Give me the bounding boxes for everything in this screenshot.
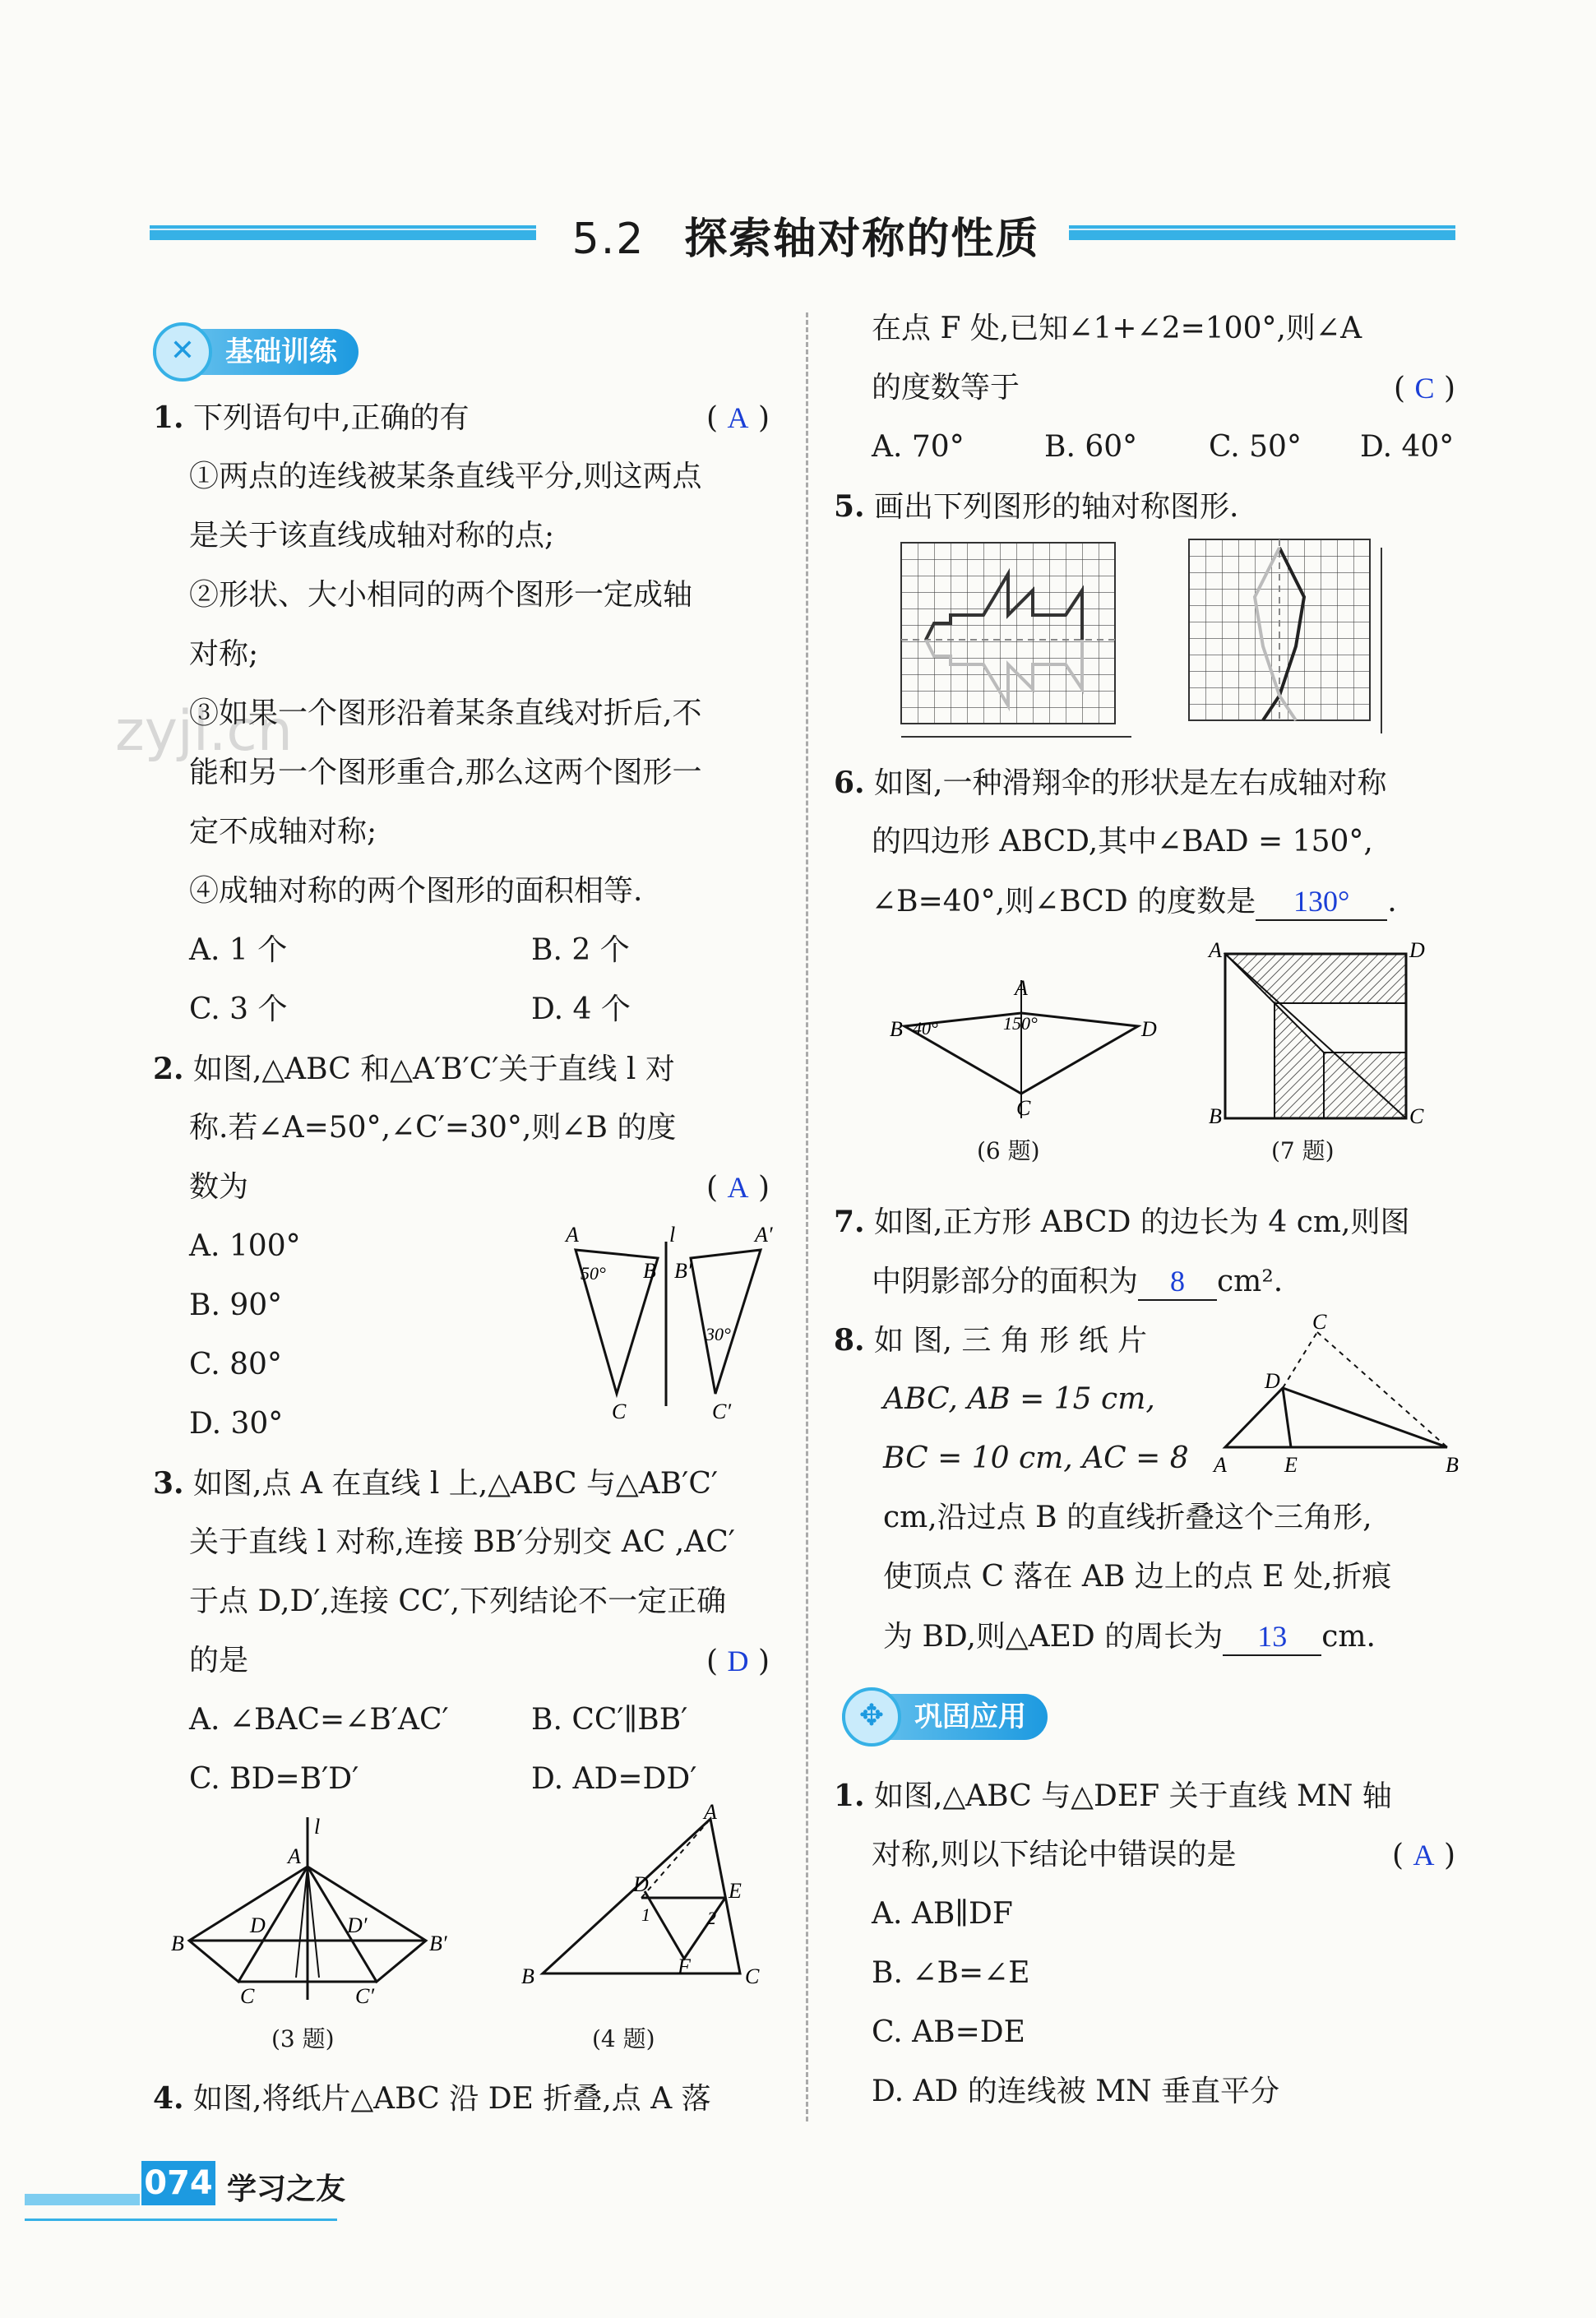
svg-text:C′: C′ <box>712 1400 732 1423</box>
column-divider <box>806 312 808 2121</box>
q3-option-c: C. BD=B′D′ <box>189 1762 359 1796</box>
svg-text:A′: A′ <box>755 1223 773 1247</box>
svg-text:A: A <box>1214 1453 1227 1477</box>
q8-answer: 13 <box>1223 1618 1321 1656</box>
q3-stem: 的是 ( D ) <box>189 1644 770 1678</box>
q8-figure <box>1209 1310 1472 1480</box>
q2-stem: 数为 ( A ) <box>189 1170 770 1205</box>
q8-stem: 8. 如 图, 三 角 形 纸 片 <box>834 1323 1148 1358</box>
q2-option-a: A. 100° <box>189 1229 301 1263</box>
svg-text:A: A <box>704 1800 717 1824</box>
page-number: 074 <box>141 2161 215 2205</box>
svg-text:D: D <box>250 1913 266 1937</box>
svg-text:D: D <box>1265 1369 1280 1393</box>
q7-figure <box>1209 937 1423 1135</box>
svg-text:B: B <box>643 1259 656 1283</box>
svg-text:A: A <box>1015 976 1028 1000</box>
svg-text:C: C <box>240 1984 255 2008</box>
svg-text:A: A <box>566 1223 579 1247</box>
q7-answer: 8 <box>1138 1263 1217 1301</box>
svg-text:A: A <box>1209 938 1222 962</box>
q5-grid-1 <box>901 543 1136 740</box>
a1-stem: 1. 如图,△ABC 与△DEF 关于直线 MN 轴 <box>834 1779 1392 1813</box>
title-bar-left <box>150 225 536 240</box>
watermark: zyjl.cn <box>115 699 293 764</box>
svg-text:A: A <box>288 1844 301 1868</box>
svg-text:B: B <box>890 1017 903 1041</box>
svg-text:C: C <box>612 1400 627 1423</box>
q1-statement: ①两点的连线被某条直线平分,则这两点 <box>189 460 702 493</box>
caption-q3: (3 题) <box>271 2025 335 2052</box>
q7-stem: 7. 如图,正方形 ABCD 的边长为 4 cm,则图 <box>834 1205 1410 1239</box>
q1-statement: ④成轴对称的两个图形的面积相等. <box>189 874 643 908</box>
title-bar-right <box>1069 225 1455 240</box>
svg-text:B: B <box>1209 1104 1222 1128</box>
q4-option-d: D. 40° <box>1360 430 1455 464</box>
q2-stem: 2. 如图,△ABC 和△A′B′C′关于直线 l 对 <box>153 1052 675 1086</box>
q5-grid-2 <box>1189 539 1386 737</box>
svg-text:B′: B′ <box>674 1259 692 1283</box>
svg-text:C: C <box>1016 1096 1031 1120</box>
svg-text:C: C <box>1409 1104 1424 1128</box>
q3-option-a: A. ∠BAC=∠B′AC′ <box>189 1703 449 1737</box>
a1-option-c: C. AB=DE <box>872 2015 1025 2049</box>
caption-q6: (6 题) <box>977 1137 1040 1164</box>
svg-text:B′: B′ <box>429 1932 447 1955</box>
svg-text:E: E <box>1284 1453 1298 1477</box>
svg-text:l: l <box>669 1223 676 1247</box>
svg-text:C′: C′ <box>355 1984 375 2008</box>
svg-text:B: B <box>171 1932 184 1955</box>
q5-stem: 5. 画出下列图形的轴对称图形. <box>834 489 1239 524</box>
q8-stem: BC = 10 cm, AC = 8 <box>883 1441 1189 1475</box>
svg-text:C: C <box>745 1964 760 1988</box>
q8-stem: ABC, AB = 15 cm, <box>883 1382 1155 1416</box>
svg-text:150°: 150° <box>1003 1013 1038 1034</box>
q6-answer: 130° <box>1256 883 1387 921</box>
q4-option-b: B. 60° <box>1044 430 1138 464</box>
a1-stem: 对称,则以下结论中错误的是 ( A ) <box>872 1838 1455 1872</box>
q1-statement: 是关于该直线成轴对称的点; <box>189 519 555 553</box>
q4-figure <box>510 1801 773 2006</box>
svg-text:D′: D′ <box>347 1913 368 1937</box>
q2-option-b: B. 90° <box>189 1289 283 1322</box>
q2-option-d: D. 30° <box>189 1407 284 1441</box>
q2-figure <box>559 1217 781 1431</box>
q1-option-a: A. 1 个 <box>189 933 288 967</box>
svg-text:E: E <box>729 1879 742 1903</box>
q7-stem: 中阴影部分的面积为 8 cm². <box>872 1263 1283 1301</box>
q6-stem: ∠B=40°,则∠BCD 的度数是 130° . <box>872 883 1397 921</box>
q3-option-d: D. AD=DD′ <box>531 1762 697 1796</box>
q1-option-b: B. 2 个 <box>531 933 630 967</box>
q3-figure <box>164 1809 460 2006</box>
svg-text:l: l <box>314 1815 321 1839</box>
q6-figure <box>880 970 1157 1127</box>
q6-stem: 的四边形 ABCD,其中∠BAD = 150°, <box>872 825 1373 858</box>
q3-stem: 3. 如图,点 A 在直线 l 上,△ABC 与△AB′C′ <box>153 1466 719 1501</box>
q8-stem: 使顶点 C 落在 AB 边上的点 E 处,折痕 <box>883 1560 1392 1594</box>
q4-stem-cont: 在点 F 处,已知∠1+∠2=100°,则∠A <box>872 312 1362 345</box>
svg-text:2: 2 <box>707 1908 716 1928</box>
svg-text:B: B <box>521 1964 534 1988</box>
q1-statement: 对称; <box>189 637 259 671</box>
q2-option-c: C. 80° <box>189 1348 282 1381</box>
svg-text:1: 1 <box>641 1904 650 1925</box>
q4-option-c: C. 50° <box>1209 430 1302 464</box>
svg-text:D: D <box>1141 1017 1157 1041</box>
q1-statement: ②形状、大小相同的两个图形一定成轴 <box>189 578 693 612</box>
q1-option-c: C. 3 个 <box>189 992 288 1026</box>
a1-option-b: B. ∠B=∠E <box>872 1956 1030 1990</box>
q8-stem: 为 BD,则△AED 的周长为 13 cm. <box>883 1618 1376 1656</box>
q1-stem: 1. 下列语句中,正确的有 ( A ) <box>153 400 770 435</box>
badge-basic-training: ✕ 基础训练 <box>153 329 359 375</box>
caption-q7: (7 题) <box>1271 1137 1335 1164</box>
q1-statement: ③如果一个图形沿着某条直线对折后,不 <box>189 696 702 730</box>
q2-stem: 称.若∠A=50°,∠C′=30°,则∠B 的度 <box>189 1111 677 1145</box>
q4-stem-cont: 的度数等于 ( C ) <box>872 371 1455 405</box>
q6-stem: 6. 如图,一种滑翔伞的形状是左右成轴对称 <box>834 766 1387 800</box>
caption-q4: (4 题) <box>592 2025 655 2052</box>
q4-stem: 4. 如图,将纸片△ABC 沿 DE 折叠,点 A 落 <box>153 2081 711 2116</box>
q1-statement: 定不成轴对称; <box>189 815 377 849</box>
svg-text:C: C <box>1312 1310 1327 1334</box>
footer-line <box>25 2219 337 2221</box>
q4-option-a: A. 70° <box>872 430 965 464</box>
svg-text:50°: 50° <box>581 1263 606 1284</box>
a1-option-d: D. AD 的连线被 MN 垂直平分 <box>872 2075 1280 2108</box>
svg-text:D: D <box>1409 938 1425 962</box>
q8-stem: cm,沿过点 B 的直线折叠这个三角形, <box>883 1501 1372 1534</box>
q3-option-b: B. CC′∥BB′ <box>531 1703 688 1737</box>
svg-text:30°: 30° <box>705 1324 731 1344</box>
footer-brand: 学习之友 <box>227 2172 346 2206</box>
footer-bar <box>25 2194 140 2205</box>
a1-option-a: A. AB∥DF <box>872 1897 1013 1931</box>
q3-stem: 于点 D,D′,连接 CC′,下列结论不一定正确 <box>189 1585 727 1618</box>
svg-text:B: B <box>1446 1453 1459 1477</box>
badge-consolidate-apply: ✥ 巩固应用 <box>842 1694 1048 1740</box>
svg-text:D: D <box>633 1872 649 1896</box>
badge-knot-icon: ✥ <box>842 1687 901 1747</box>
q1-statement: 能和另一个图形重合,那么这两个图形一 <box>189 756 702 789</box>
q3-stem: 关于直线 l 对称,连接 BB′分别交 AC ,AC′ <box>189 1525 735 1559</box>
svg-text:F: F <box>678 1955 691 1978</box>
svg-text:40°: 40° <box>913 1018 938 1039</box>
q1-option-d: D. 4 个 <box>531 992 631 1026</box>
badge-x-icon: ✕ <box>153 322 212 382</box>
section-title: 5.2 探索轴对称的性质 <box>571 215 1040 264</box>
